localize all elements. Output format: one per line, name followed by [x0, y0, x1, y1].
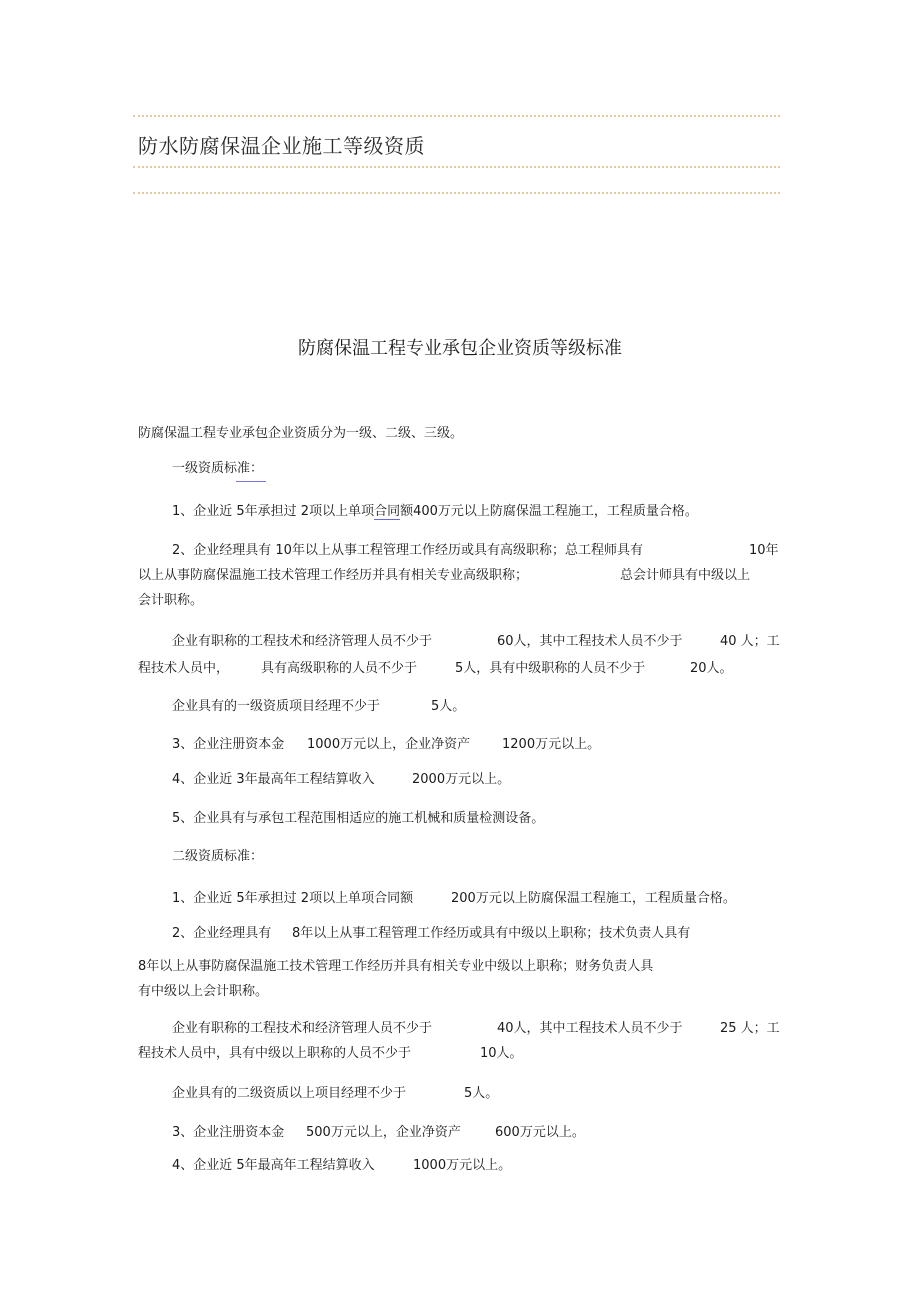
bottom-dotted-rule [133, 192, 780, 194]
level1-item4b: 2000万元以上。 [412, 772, 511, 787]
title-dotted-rule [133, 166, 780, 168]
level1-item3b: 1000万元以上，企业净资产 [307, 737, 471, 752]
level1-staff-line2c: 5人，具有中级职称的人员不少于 [455, 661, 646, 676]
level2-managers: 企业具有的二级资质以上项目经理不少于 [172, 1086, 407, 1101]
level2-item3b: 500万元以上，企业净资产 [306, 1125, 461, 1140]
page-title: 防水防腐保温企业施工等级资质 [138, 134, 425, 158]
level2-item2-line1b: 8年以上从事工程管理工作经历或具有中级以上职称；技术负责人具有 [292, 926, 691, 941]
level1-item2-line2: 以上从事防腐保温施工技术管理工作经历并具有相关专业高级职称； [138, 568, 529, 583]
level1-staff-line1b: 60人，其中工程技术人员不少于 [497, 634, 683, 649]
level1-staff-line2b: 具有高级职称的人员不少于 [261, 661, 418, 676]
level1-item1: 1、企业近 5年承担过 2项以上单项合同额400万元以上防腐保温工程施工，工程质量合格。 [172, 504, 698, 519]
level1-item2-line1: 2、企业经理具有 10年以上从事工程管理工作经历或具有高级职称；总工程师具有 [172, 543, 643, 558]
intro-paragraph: 防腐保温工程专业承包企业资质分为一级、二级、三级。 [138, 426, 464, 441]
level2-item3a: 3、企业注册资本金 [172, 1125, 285, 1140]
top-dotted-rule [133, 115, 780, 117]
level2-item2-line1a: 2、企业经理具有 [172, 926, 272, 941]
level2-staff-line2a: 程技术人员中，具有中级以上职称的人员不少于 [138, 1046, 412, 1061]
level1-item2-line2-end: 总会计师具有中级以上 [620, 568, 751, 583]
level2-item1a: 1、企业近 5年承担过 2项以上单项合同额 [172, 891, 414, 906]
underlined-text: 合同 [374, 504, 401, 519]
level2-item2-line2: 8年以上从事防腐保温施工技术管理工作经历并具有相关专业中级以上职称；财务负责人具 [138, 959, 654, 974]
level1-item3c: 1200万元以上。 [502, 737, 601, 752]
level2-item2-line3: 有中级以上会计职称。 [138, 984, 269, 999]
level1-underline-mark [236, 481, 266, 482]
level1-staff-line2d: 20人。 [690, 661, 733, 676]
level2-staff-line1a: 企业有职称的工程技术和经济管理人员不少于 [172, 1021, 433, 1036]
level2-staff-line2b: 10人。 [480, 1046, 523, 1061]
level1-item5: 5、企业具有与承包工程范围相适应的施工机械和质量检测设备。 [172, 811, 545, 826]
level1-item2-line3: 会计职称。 [138, 593, 204, 608]
level2-item3c: 600万元以上。 [495, 1125, 585, 1140]
level1-staff-line1c: 40 人；工 [720, 634, 780, 649]
level2-item4b: 1000万元以上。 [413, 1158, 512, 1173]
level1-managers-count: 5人。 [431, 699, 466, 714]
level2-staff-line1b: 40人，其中工程技术人员不少于 [497, 1021, 683, 1036]
level1-staff-line2a: 程技术人员中， [138, 661, 230, 676]
level1-label: 一级资质标准： [172, 461, 264, 476]
level2-item1b: 200万元以上防腐保温工程施工，工程质量合格。 [451, 891, 736, 906]
section-heading: 防腐保温工程专业承包企业资质等级标准 [298, 338, 622, 359]
level1-staff-line1a: 企业有职称的工程技术和经济管理人员不少于 [172, 634, 433, 649]
level1-item3a: 3、企业注册资本金 [172, 737, 285, 752]
level2-managers-count: 5人。 [464, 1086, 499, 1101]
level1-managers: 企业具有的一级资质项目经理不少于 [172, 699, 381, 714]
level2-staff-line1c: 25 人；工 [720, 1021, 780, 1036]
level1-item4a: 4、企业近 3年最高年工程结算收入 [172, 772, 375, 787]
level2-label: 二级资质标准： [172, 849, 264, 864]
level1-item2-line1-end: 10年 [749, 543, 779, 558]
level2-item4a: 4、企业近 5年最高年工程结算收入 [172, 1158, 375, 1173]
